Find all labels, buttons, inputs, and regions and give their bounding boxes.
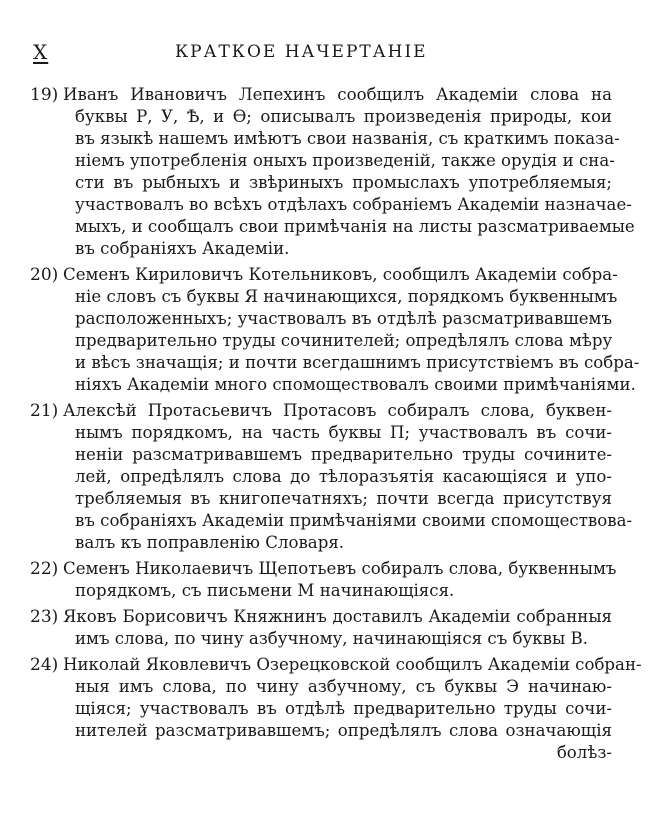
text-line: расположенныхъ; участвовалъ въ отдѣлѣ разсматривавшемъ [75,309,612,328]
entry-number: 23) [30,607,59,627]
text-line: въ собраніяхъ Академіи примѣчаніями своими спомоществова- [75,511,633,530]
text-line: Николай Яковлевичъ Озерецковской сообщилъ Академіи собран- [63,655,642,674]
text-line: и вѣсъ значащія; и почти всегдашнимъ присутствіемъ въ собра- [75,353,640,372]
text-line: Яковъ Борисовичъ Княжнинъ доставилъ Академіи собранныя [63,607,612,626]
text-line: въ языкѣ нашемъ имѣютъ свои названія, съ краткимъ показа- [75,129,620,148]
text-line: Иванъ Ивановичъ Лепехинъ сообщилъ Академіи слова на [63,85,612,104]
page-header [0,40,650,70]
text-line: ніемъ употребленія оныхъ произведеній, также орудія и сна- [75,151,615,170]
text-line: ніяхъ Академіи много спомоществовалъ своими примѣчаніями. [75,375,636,394]
text-line: нымъ порядкомъ, на часть буквы П; участвовалъ въ сочи- [75,423,612,442]
text-line: валъ къ поправленію Словаря. [75,533,345,552]
list-item [0,84,650,260]
entry-list [0,84,650,768]
text-line: щіяся; участвовалъ въ отдѣлѣ предварительно труды сочи- [75,699,612,718]
page-number: X [33,40,49,64]
text-line: сти въ рыбныхъ и звѣриныхъ промыслахъ употребляемыя; [75,173,612,192]
text-line: мыхъ, и сообщалъ свои примѣчанія на листы разсматриваемые [75,217,635,236]
entry-number: 19) [30,85,59,105]
running-title: КРАТКОЕ НАЧЕРТАНІЕ [175,42,428,62]
text-line: Алексѣй Протасьевичъ Протасовъ собиралъ слова, буквен- [63,401,612,420]
entry-text [0,264,650,396]
catchword: болѣз- [556,743,612,762]
list-item [0,558,650,602]
entry-text [0,654,650,764]
text-line: нителей разсматривавшемъ; опредѣлялъ слова означающія [75,721,612,740]
entry-number: 20) [30,265,59,285]
entry-text [0,400,650,554]
entry-text [0,606,650,650]
text-line: неніи разсматривавшемъ предварительно труды сочинитe- [75,445,612,464]
list-item [0,400,650,554]
entry-number: 21) [30,401,59,421]
text-line: буквы Р, У, Ѣ, и Ѳ; описывалъ произведенія природы, кои [75,107,612,126]
entry-number: 22) [30,559,59,579]
text-line: лей, опредѣлялъ слова до тѣлоразъятія касающіяся и упо- [75,467,612,486]
text-line: въ собраніяхъ Академіи. [75,239,290,258]
entry-text [0,558,650,602]
list-item [0,264,650,396]
text-line: Семенъ Николаевичъ Щепотьевъ собиралъ слова, буквеннымъ [63,559,617,578]
list-item [0,606,650,650]
text-line: участвовалъ во всѣхъ отдѣлахъ собраніемъ Академіи назначае- [75,195,632,214]
text-line: имъ слова, по чину азбучному, начинающіяся съ буквы В. [75,629,588,648]
text-line: предварительно труды сочинителей; опредѣлялъ слова мѣру [75,331,613,350]
list-item [0,654,650,764]
entry-number: 24) [30,655,59,675]
entry-text [0,84,650,260]
text-line: ныя имъ слова, по чину азбучному, съ буквы Э начинаю- [75,677,612,696]
text-line: Семенъ Кириловичъ Котельниковъ, сообщилъ Академіи собра- [63,265,618,284]
text-line: порядкомъ, съ письмени М начинающіяся. [75,581,455,600]
text-line: ніе словъ съ буквы Я начинающихся, порядкомъ буквеннымъ [75,287,618,306]
text-line: требляемыя въ книгопечатняхъ; почти всегда присутствуя [75,489,612,508]
